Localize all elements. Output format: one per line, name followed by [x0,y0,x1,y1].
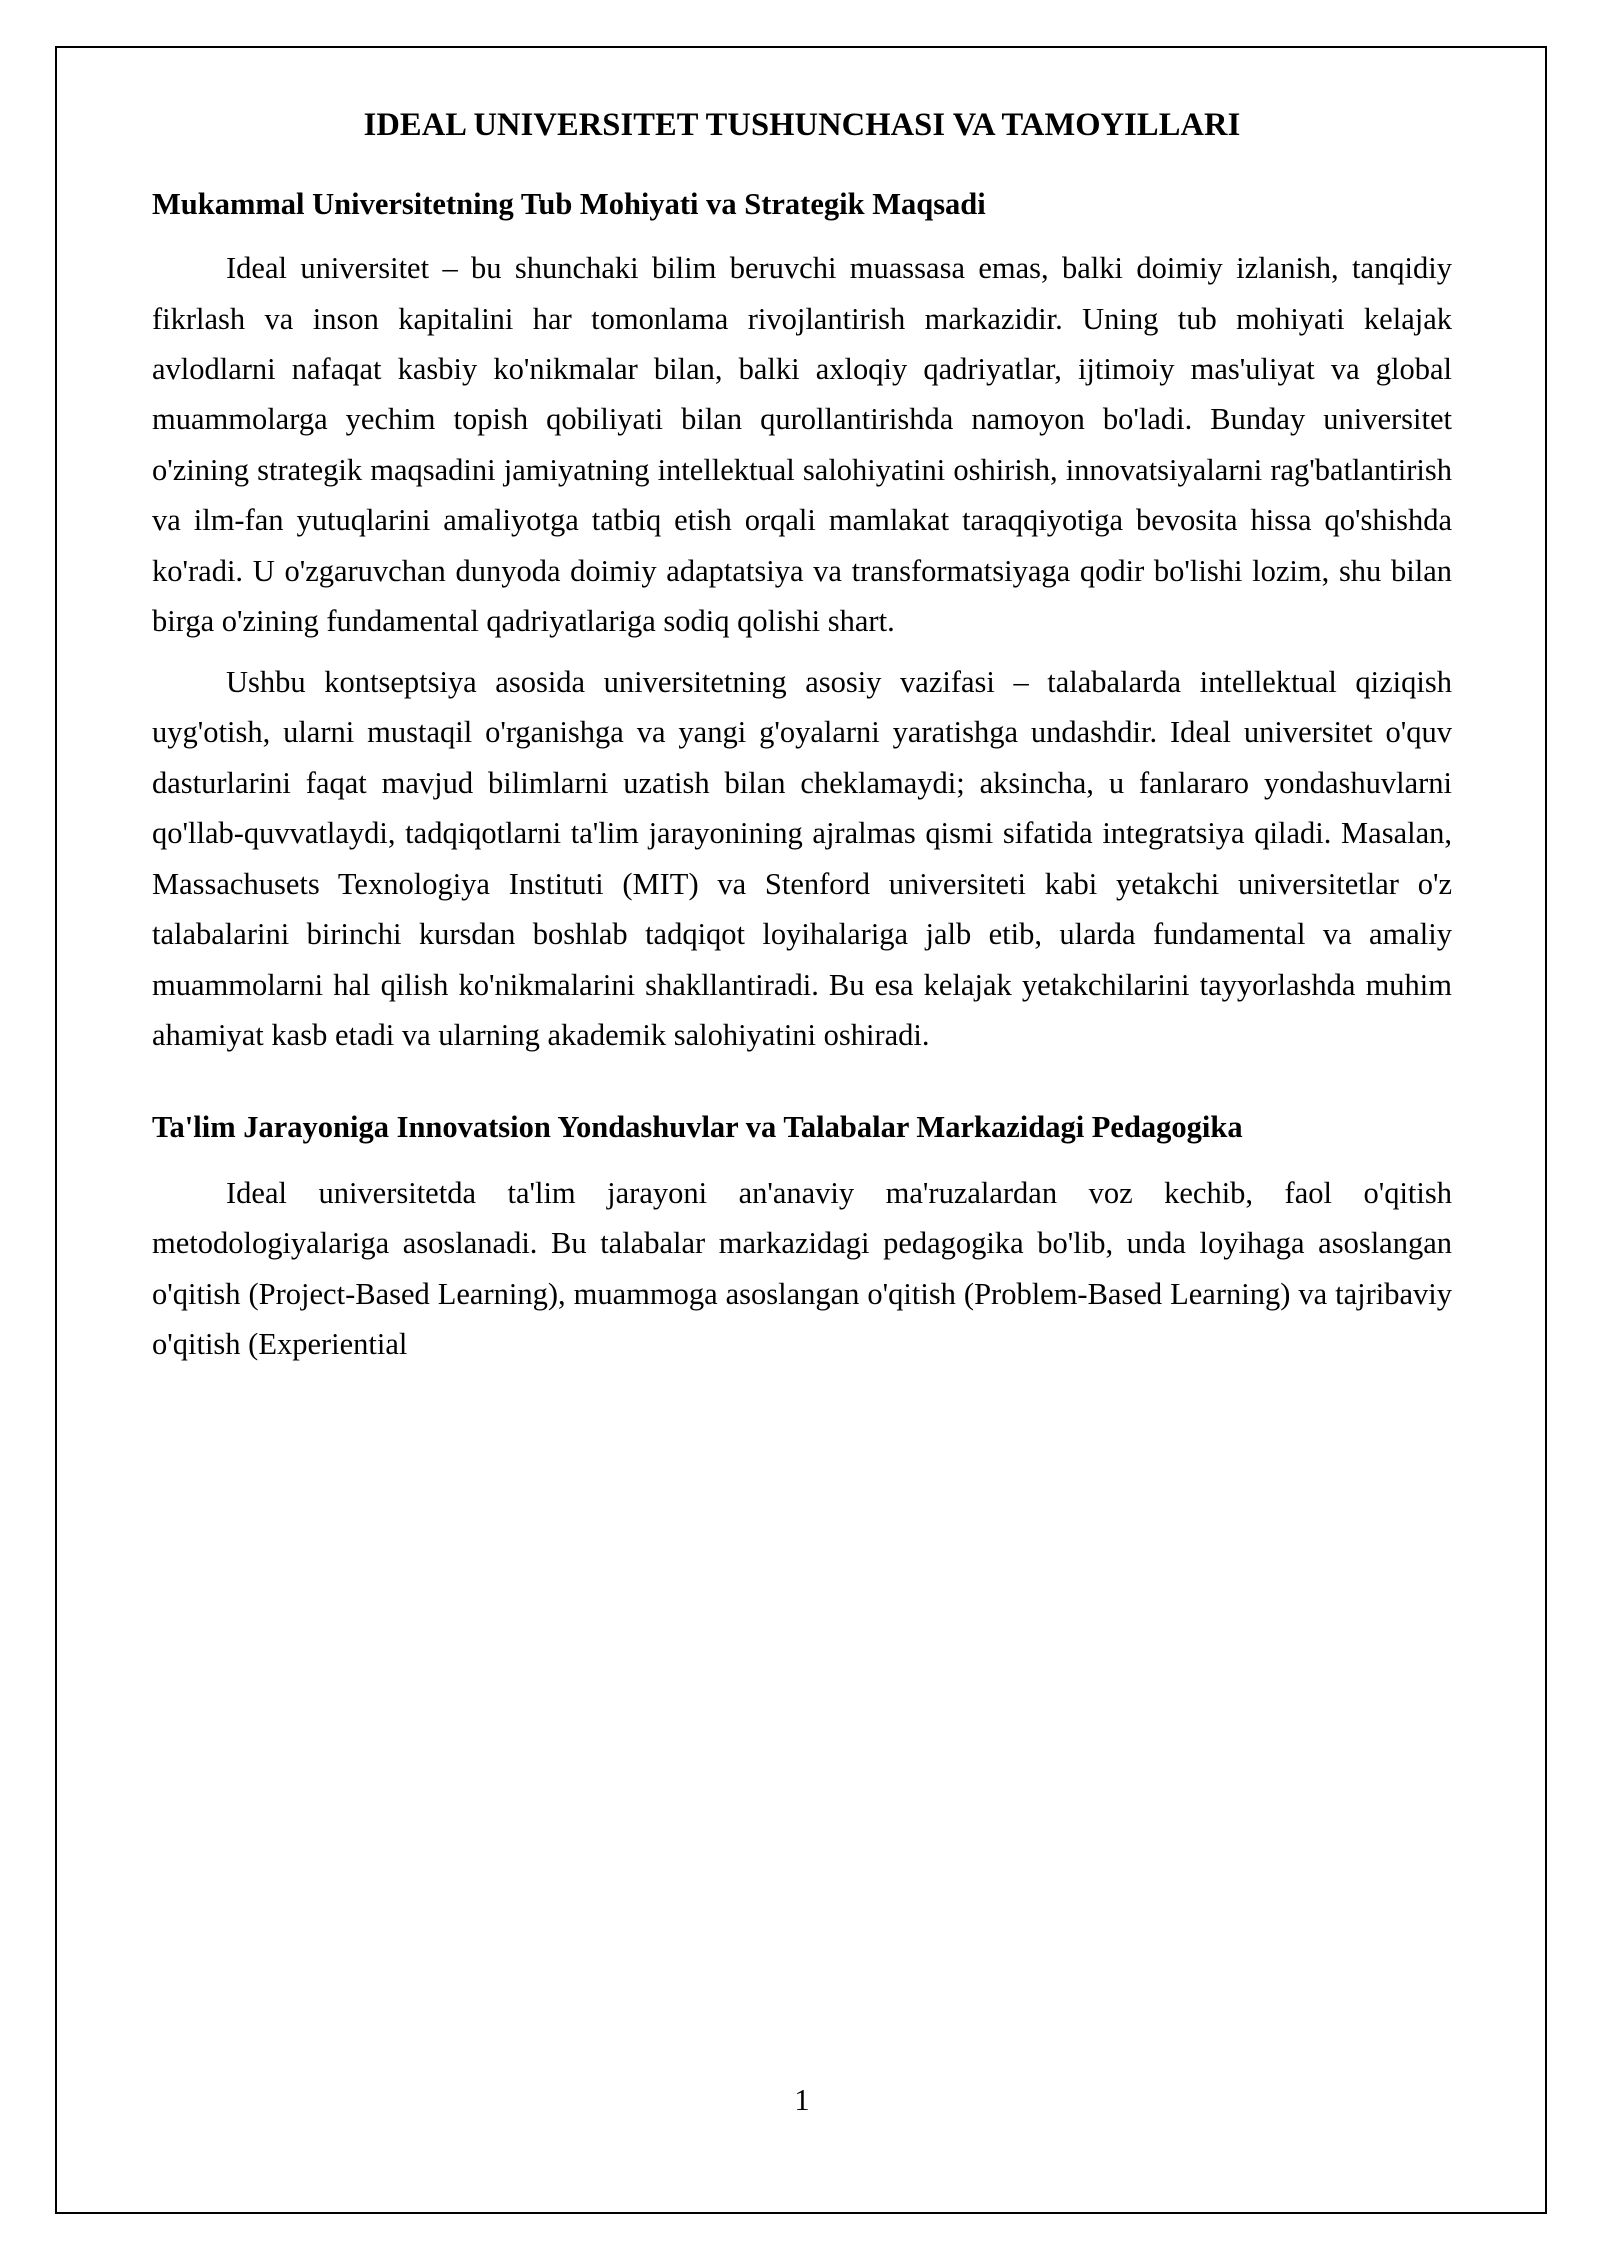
document-content [152,96,1452,2117]
page-number: 1 [794,2083,810,2117]
paragraph-1: Ideal universitet – bu shunchaki bilim beruvchi muassasa emas, balki doimiy izlanish, tanqidiy fikrlash va inson kapitalini har tomonlama rivojlantirish markazidir. Uning tub mohiyati kelajak avlodlarni nafaqat kasbiy ko'nikmalar bilan, balki axloqiy qadriyatlar, ijtimoiy mas'uliyat va global muammolarga yechim topish qobiliyati bilan qurollantirishda namoyon bo'ladi. Bunday universitet o'zining strategik maqsadini jamiyatning intellektual salohiyatini oshirish, innovatsiyalarni rag'batlantirish va ilm-fan yutuqlarini amaliyotga tatbiq etish orqali mamlakat taraqqiyotiga bevosita hissa qo'shishda ko'radi. U o'zgaruvchan dunyoda doimiy adaptatsiya va transformatsiyaga qodir bo'lishi lozim, shu bilan birga o'zining fundamental qadriyatlariga sodiq qolishi shart. [152,251,1452,639]
paragraph-2: Ushbu kontseptsiya asosida universitetning asosiy vazifasi – talabalarda intellektual qiziqish uyg'otish, ularni mustaqil o'rganishga va yangi g'oyalarni yaratishga undashdir. Ideal universitet o'quv dasturlarini faqat mavjud bilimlarni uzatish bilan cheklamaydi; aksincha, u fanlararo yondashuvlarni qo'llab-quvvatlaydi, tadqiqotlarni ta'lim jarayonining ajralmas qismi sifatida integratsiya qiladi. Masalan, Massachusets Texnologiya Instituti (MIT) va Stenford universiteti kabi yetakchi universitetlar o'z talabalarini birinchi kursdan boshlab tadqiqot loyihalariga jalb etib, ularda fundamental va amaliy muammolarni hal qilish ko'nikmalarini shakllantiradi. Bu esa kelajak yetakchilarini tayyorlashda muhim ahamiyat kasb etadi va ularning akademik salohiyatini oshiradi. [152,664,1452,1053]
section-heading-2: Ta'lim Jarayoniga Innovatsion Yondashuvlar va Talabalar Markazidagi Pedagogika [152,1109,1243,1144]
section-heading-1: Mukammal Universitetning Tub Mohiyati va Strategik Maqsadi [152,186,986,221]
paragraph-3: Ideal universitetda ta'lim jarayoni an'anaviy ma'ruzalardan voz kechib, faol o'qitish metodologiyalariga asoslanadi. Bu talabalar markazidagi pedagogika bo'lib, unda loyihaga asoslangan o'qitish (Project-Based Learning), muammoga asoslangan o'qitish (Problem-Based Learning) va tajribaviy o'qitish (Experiential [152,1175,1452,1362]
page-title: IDEAL UNIVERSITET TUSHUNCHASI VA TAMOYILLARI [363,107,1241,143]
